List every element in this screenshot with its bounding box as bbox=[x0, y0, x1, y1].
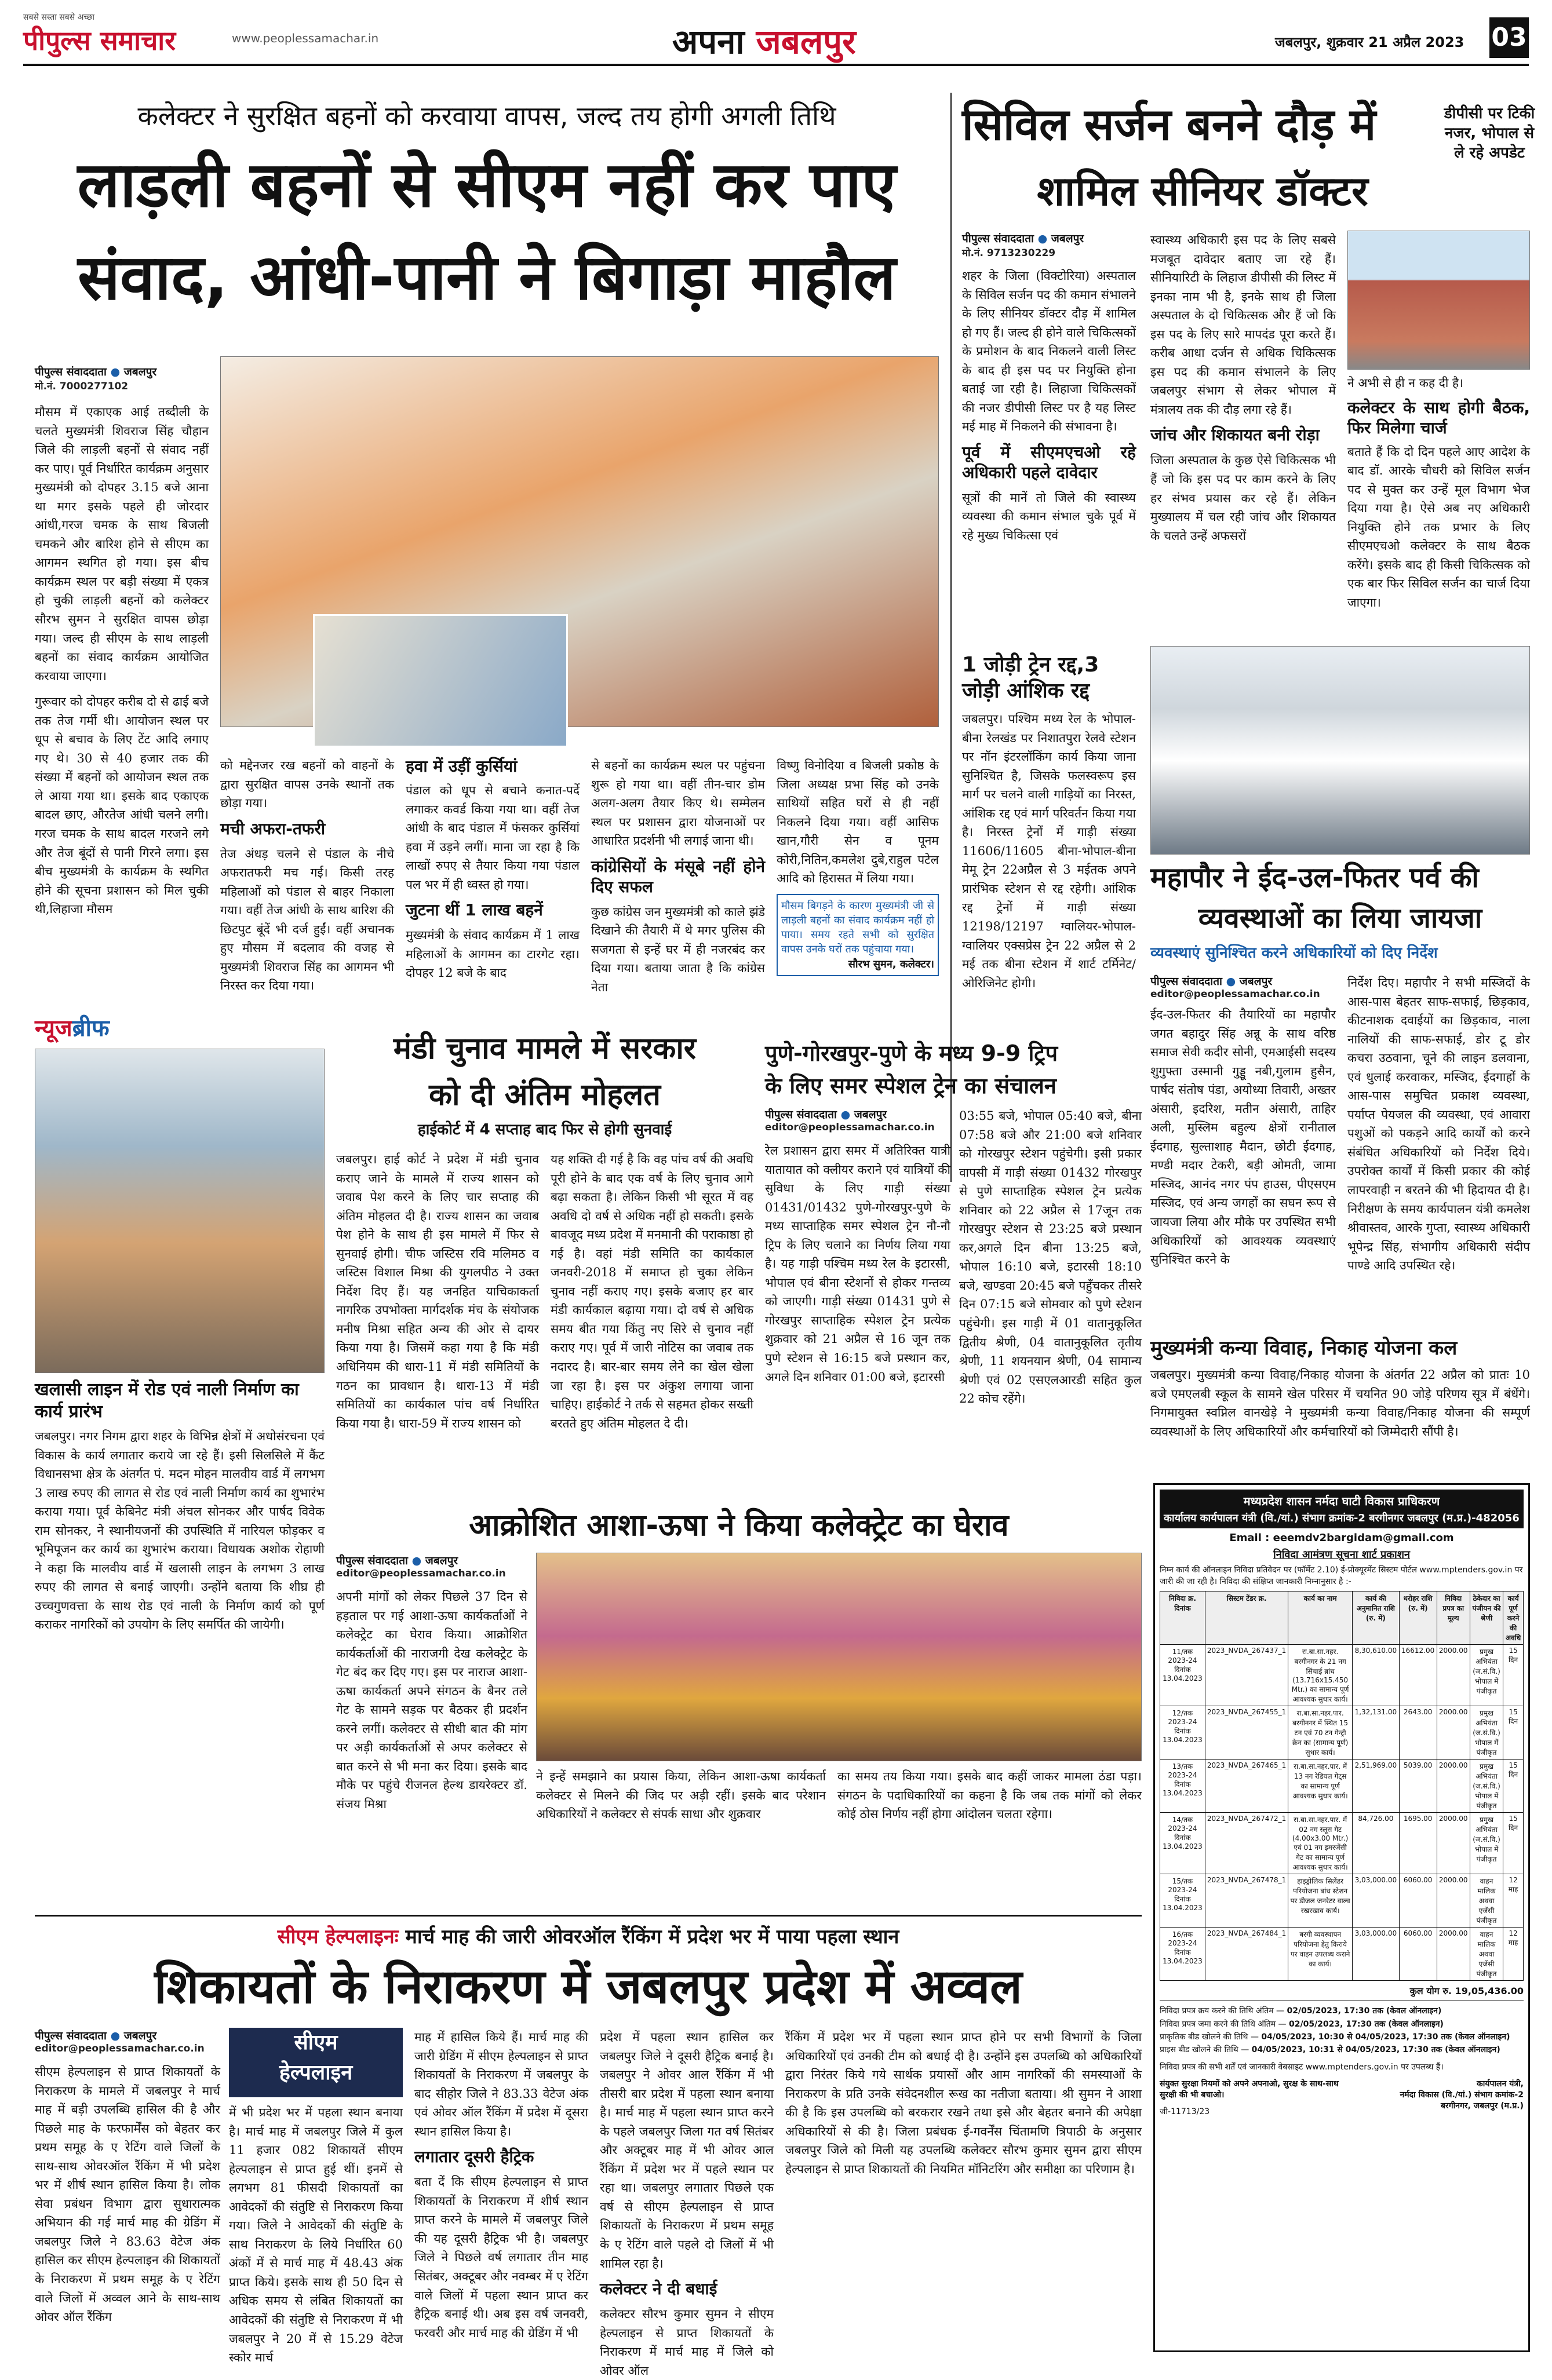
civil-col-3: ने अभी से ही न कह दी है। कलेक्टर के साथ होगी बैठक, फिर मिलेगा चार्ज बताते हैं कि दो दिन पहले आए आदेश के बाद डॉ. आरके चौधरी को सिविल सर्जन पद से मुक्त कर उन्हें मूल विभाग भेज दिया गया है। ऐसे अब नए अधिकारी नियुक्ति होने तक प्रभार के लिए सीएमएचओ कलेक्टर के साथ बैठक करेंगे। इसके बाद ही किसी चिकित्सक को एक बार फिर सिविल सर्जन का चार्ज दिया जाएगा। bbox=[1347, 376, 1530, 609]
tender-intro: निम्न कार्य की ऑनलाइन निविदा प्रतिवेदन पर (फॉर्मेट 2.10) ई-प्रोक्यूरमेंट सिस्टम पोर्टल www.mptenders.gov.in पर जारी की जा रही है। निविदा की संक्षिप्त जानकारी निम्नानुसार है :- bbox=[1160, 1565, 1523, 1586]
brand-logo: पीपुल्स समाचार bbox=[23, 25, 176, 56]
tender-col-header: निविदा क्र. दिनांक bbox=[1160, 1591, 1205, 1645]
tender-table bbox=[1160, 1591, 1524, 1981]
brief-body: जबलपुर। नगर निगम द्वारा शहर के विभिन्न क्षेत्रों में अधोसंरचना एवं विकास के कार्य लगातार कराये जा रहे हैं। इसी सिलसिले में कैंट विधानसभा क्षेत्र के अंतर्गत पं. मदन मोहन मालवीय वार्ड में लगभग 3 लाख रुपए की लागत से रोड एवं नाली निर्माण कार्य का शुभारंभ कराया गया। पूर्व केबिनेट मंत्री अंचल सोनकर और पार्षद विवेक राम सोनकर, ने स्थानीयजनों की उपस्थिति में नारियल फोड़कर व भूमिपूजन कर कार्य का शुभारंभ कराया। विधायक अशोक रोहाणी ने कहा कि मालवीय वार्ड में खलासी लाइन के लगभग 3 लाख रुपए की लागत से बनाई जाएगी। उन्होंने बताया कि शीघ्र ही उच्चगुणवत्ता के साथ रोड एवं नाली के निर्माण कार्य को पूर्ण कराकर नागरिकों को उपयोग के लिए समर्पित की जायेगी। bbox=[35, 1429, 325, 1632]
lead-byline-block: पीपुल्स संवाददाता ● जबलपुर मो.नं. 7000277102 bbox=[35, 364, 209, 399]
tender-total: कुल योग रु. 19,05,436.00 bbox=[1409, 1985, 1524, 1997]
masthead bbox=[23, 12, 1529, 81]
tender-row bbox=[1160, 1645, 1524, 1706]
eid-byline: पीपुल्स संवाददाता bbox=[1150, 975, 1222, 988]
tender-cell: 3,03,000.00 bbox=[1352, 1928, 1399, 1981]
tender-header: मध्यप्रदेश शासन नर्मदा घाटी विकास प्राधिकरण कार्यालय कार्यपालन यंत्री (वि./यां.) संभाग क्रमांक-2 बरगीनगर जबलपुर (म.प्र.)-482056 bbox=[1160, 1490, 1524, 1528]
tender-cell: 11/तक 2023-24 दिनांक 13.04.2023 bbox=[1160, 1645, 1205, 1706]
civil-byline-city: जबलपुर bbox=[1051, 232, 1084, 245]
tender-cell: 1,32,131.00 bbox=[1352, 1706, 1399, 1760]
tender-cell: 15/तक 2023-24 दिनांक 13.04.2023 bbox=[1160, 1874, 1205, 1928]
tender-notice bbox=[1153, 1483, 1530, 2352]
lead-headline-2: संवाद, आंधी-पानी ने बिगाड़ा माहौल bbox=[78, 242, 896, 314]
tender-cell: 6060.00 bbox=[1399, 1928, 1437, 1981]
lead-photo-exhibition-van bbox=[313, 614, 568, 747]
civil-byline: पीपुल्स संवाददाता bbox=[962, 232, 1034, 245]
right-column-divider bbox=[950, 93, 952, 1182]
kanya-headline: मुख्यमंत्री कन्या विवाह, निकाह योजना कल bbox=[1150, 1337, 1458, 1360]
lead-col-2: को मद्देनजर रख बहनों को वाहनों के द्वारा सुरक्षित वापस उनके स्थानों तक छोड़ा गया। मची अफरा-तफरी तेज अंधड़ चलने से पंडाल के नीचे अफरातफरी मच गई। किसी तरह महिलाओं को पंडाल से बाहर निकाला गया। वहीं तेज आंधी के साथ बारिश की छिटपुट बूंदें भी दर्ज हुईं। वहीं अचानक हुए मौसम में बदलाव की वजह से मुख्यमंत्री शिवराज सिंह का आगमन भी निरस्त कर दिया गया। bbox=[220, 758, 394, 993]
helpline-logo: सीएम हेल्पलाइन bbox=[229, 2028, 403, 2097]
tender-cell: 2643.00 bbox=[1399, 1706, 1437, 1760]
helpline-byline-city: जबलपुर bbox=[123, 2029, 157, 2042]
civil-headline-2: शामिल सीनियर डॉक्टर bbox=[1037, 167, 1368, 215]
tender-cell: 15 दिन bbox=[1503, 1706, 1524, 1760]
brief-photo-ceremony bbox=[35, 1049, 325, 1373]
asha-col-3: का समय तय किया गया। इसके बाद कहीं जाकर मामला ठंडा पड़ा। संगठन के पदाधिकारियों का कहना है कि जब तक मांगों को लेकर कोई ठोस निर्णय नहीं होगा आंदोलन चलता रहेगा। bbox=[837, 1769, 1142, 1821]
tender-cell: 1695.00 bbox=[1399, 1813, 1437, 1874]
asha-col-2: ने इन्हें समझाने का प्रयास किया, लेकिन आशा-ऊषा कार्यकर्ता कलेक्टर से मिलने की जिद पर अड़ी रहीं। इसके बाद परेशान अधिकारियों ने कलेक्टर से संपर्क साधा और शुक्रवार bbox=[536, 1769, 826, 1821]
tender-col-header: कार्य का नाम bbox=[1288, 1591, 1353, 1645]
kanya-body: जबलपुर। मुख्यमंत्री कन्या विवाह/निकाह योजना के अंतर्गत 22 अप्रैल को प्रातः 10 बजे एमएलबी स्कूल के सामने खेल परिसर में चयनित 90 जोड़े परिणय सूत्र में बंधेंगे। निगमायुक्त स्वप्निल वानखेड़े ने मुख्यमंत्री कन्या विवाह/निकाह योजना की सम्पूर्ण व्यवस्थाओं के लिए अधिकारियों और कर्मचारियों को जिम्मेदारी सौंपी है। bbox=[1150, 1368, 1530, 1439]
tender-cell: बरगी व्यवस्थापन परियोजना हेतु किराये पर वाहन उपलब्ध कराने का कार्य। bbox=[1288, 1928, 1353, 1981]
lead-col-4: से बहनों का कार्यक्रम स्थल पर पहुंचना शुरू हो गया था। वहीं तीन-चार डोम अलग-अलग तैयार किए थे। सम्मेलन स्थल पर प्रशासन द्वारा योजनाओं पर आधारित प्रदर्शनी भी लगाई जाना थी। कांग्रेसियों के मंसूबे नहीं होने दिए सफल कुछ कांग्रेस जन मुख्यमंत्री को काले झंडे दिखाने की तैयारी में थे मगर पुलिस की सजगता से इन्हें घर में ही नजरबंद कर दिया गया। बताया जाता है कि कांग्रेस नेता bbox=[591, 758, 765, 994]
tender-signoff: संयुक्त सुरक्षा नियमों को अपने अपनाओ, सुरक्ष के साथ-साथ सुरक्षी की भी बचाओ। जी-11713/23 कार्यपालन यंत्री, नर्मदा विकास (वि./यां.) संभाग क्रमांक-2 बरगीनगर, जबलपुर (म.प्र.) bbox=[1160, 2079, 1524, 2116]
asha-headline: आक्रोशित आशा-ऊषा ने किया कलेक्ट्रेट का घेराव bbox=[469, 1508, 1009, 1543]
tender-dates: निविदा प्रपत्र क्रय करने की तिथि अंतिम — 02/05/2023, 17:30 तक (केवल ऑनलाइन) निविदा प्रपत्र जमा करने की तिथि अंतिम — 02/05/2023, 17:30 तक (केवल ऑनलाइन) प्राकृतिक बीड खोलने की तिथि — 04/05/2023, 10:30 से 04/05/2023, 17:30 तक (केवल ऑनलाइन) प्राइस बीड खोलने की तिथि — 04/05/2023, 10:31 से 04/05/2023, 17:30 तक (केवल ऑनलाइन) bbox=[1160, 2001, 1524, 2057]
tender-cell: रा.बा.सा.नहर. बरगीनगर के 21 नग सिंचाई ब्रांच (13.716x15.450 Mtr.) का सामान्य पूर्ण आवश्यक सुधार कार्य। bbox=[1288, 1645, 1353, 1706]
tender-cell: 2023_NVDA_267455_1 bbox=[1205, 1706, 1288, 1760]
tender-cell: 2023_NVDA_267465_1 bbox=[1205, 1760, 1288, 1813]
asha-email[interactable]: editor@peoplessamachar.co.in bbox=[336, 1568, 506, 1579]
tender-cell: 8,30,610.00 bbox=[1352, 1645, 1399, 1706]
eid-headline-2: व्यवस्थाओं का लिया जायजा bbox=[1198, 902, 1482, 935]
civil-phone: मो.नं. 9713230229 bbox=[962, 247, 1056, 259]
brief-box bbox=[35, 1379, 325, 1686]
mandi-deck: हाईकोर्ट में 4 सप्ताह बाद फिर से होगी सुनवाई bbox=[417, 1121, 672, 1138]
mandi-col-2: यह शक्ति दी गई है कि वह पांच वर्ष की अवधि पूरी होने के बाद एक वर्ष के लिए चुनाव आगे बढ़ा सकता है। लेकिन किसी भी सूरत में वह अवधि दो वर्ष से अधिक नहीं हो सकती। इसके बावजूद मध्य प्रदेश में मनमानी की पराकाष्ठा हो गई है। वहां मंडी समिति का कार्यकाल जनवरी-2018 में समाप्त हो चुका लेकिन चुनाव नहीं कराए गए। इसके बजाए हर बार मंडी कार्यकाल बढ़ाया गया। दो वर्ष से अधिक समय बीत गया किंतु नए सिरे से चुनाव नहीं कराए गए। पूर्व में जारी नोटिस का जवाब तक नदारद है। बार-बार समय लेने का खेल खेला जा रहा है। इस पर अंकुश लगाया जाना चाहिए। हाईकोर्ट ने तर्क से सहमत होकर सख्ती बरतते हुए अंतिम मोहलत दे दी। bbox=[551, 1152, 753, 1430]
asha-byline-block: पीपुल्स संवाददाता ● जबलपुर editor@peoplessamachar.co.in bbox=[336, 1553, 527, 1582]
tender-cell: 12 माह bbox=[1503, 1874, 1524, 1928]
helpline-col-5: रैंकिंग में प्रदेश भर में पहला स्थान प्राप्त होने पर सभी विभागों के जिला अधिकारियों एवं उनकी टीम को बधाई दी है। उन्होंने इस उपलब्धि को अधिकारियों द्वारा निरंतर किये गये सार्थक प्रयासों और आम नागरिकों की समस्याओं के निराकरण के प्रति उनके संवेदनशील रूख का नतीजा बताया। श्री सुमन ने आशा की है कि इस उपलब्धि को बरकरार रखने तथा इसे और बेहतर बनाने की अपेक्षा अधिकारियों से की है। जिला प्रबंधक ई-गवर्नेंस चिंतामणि त्रिपाठी के अनुसार जबलपुर जिले को मिली यह उपलब्धि कलेक्टर सौरभ कुमार सुमन द्वारा सीएम हेल्पलाइन से प्राप्त शिकायतों की नियमित मॉनिटरिंग और समीक्षा का परिणाम है। bbox=[785, 2030, 1142, 2176]
section-prefix: अपना bbox=[672, 22, 745, 61]
helpline-col-1: सीएम हेल्पलाइन से प्राप्त शिकायतों के निराकरण के मामले में जबलपुर ने मार्च माह में बड़ी उपलब्धि हासिल की है और पिछले माह के फरफार्मेंस को बेहतर कर प्रथम समूह के ए रेटिंग वाले जिलों के साथ-साथ ओवरऑल रैंकिंग में भी प्रदेश भर में शीर्ष स्थान हासिल किया है। लोक सेवा प्रबंधन विभाग द्वारा सुधारात्मक अभियान की गई मार्च माह की ग्रेडिंग में जबलपुर जिले ने 83.63 वेटेज अंक हासिल कर सीएम हेल्पलाइन की शिकायतों के निराकरण में प्रथम समूह के ए रेटिंग वाले जिलों में अव्वल आने के साथ-साथ ओवर ऑल रैंकिंग bbox=[35, 2065, 220, 2324]
news-brief-label: न्यूजब्रीफ bbox=[35, 1015, 110, 1042]
tender-col-header: कार्य पूर्ण करने की अवधि bbox=[1503, 1591, 1524, 1645]
lead-kicker: कलेक्टर ने सुरक्षित बहनों को करवाया वापस, जल्द तय होगी अगली तिथि bbox=[137, 100, 836, 132]
tender-cell: 15 दिन bbox=[1503, 1760, 1524, 1813]
helpline-email[interactable]: editor@peoplessamachar.co.in bbox=[35, 2043, 205, 2054]
train2-col-2: 03:55 बजे, भोपाल 05:40 बजे, बीना 07:58 बजे और 21:00 बजे शनिवार को गोरखपुर स्टेशन पहुंचेगी। इसी प्रकार वापसी में गाड़ी संख्या 01432 गोरखपुर से पुणे साप्ताहिक स्पेशल ट्रेन प्रत्येक शनिवार को 22 अप्रैल से 17जून तक गोरखपुर स्टेशन से 23:25 बजे प्रस्थान कर,अगले दिन बीना 13:25 बजे, भोपाल 16:10 बजे, इटारसी 18:10 बजे, खण्डवा 20:45 बजे पहुँचकर तीसरे दिन 07:15 बजे सोमवार को पुणे स्टेशन पहुंचेगी। इस गाड़ी में 01 वातानुकूलित द्वितीय श्रेणी, 04 वातानुकूलित तृतीय श्रेणी, 11 शयनयान श्रेणी, 04 सामान्य श्रेणी एवं 02 एसएलआरडी सहित कुल 22 कोच रहेंगे। bbox=[959, 1109, 1142, 1406]
eid-headline-1: महापौर ने ईद-उल-फितर पर्व की bbox=[1150, 862, 1479, 894]
civil-side-deck: डीपीसी पर टिकी नजर, भोपाल से ले रहे अपडेट bbox=[1444, 105, 1535, 162]
helpline-headline: शिकायतों के निराकरण में जबलपुर प्रदेश में अव्वल bbox=[154, 1959, 1022, 2014]
tender-cell: 13/तक 2023-24 दिनांक 13.04.2023 bbox=[1160, 1760, 1205, 1813]
lead-col-1: मौसम में एकाएक आई तब्दीली के चलते मुख्यमंत्री शिवराज सिंह चौहान जिले की लाड़ली बहनों से संवाद नहीं कर पाए। पूर्व निर्धारित कार्यक्रम अनुसार मुख्यमंत्री को दोपहर 3.15 बजे आना था मगर इसके पहले ही जोरदार आंधी,गरज चमक के साथ बिजली चमकने और बारिश होने से सीएम का आगमन स्थगित हो गया। इस बीच कार्यक्रम स्थल पर बड़ी संख्या में एकत्र हो चुकी लाड़ली बहनों को कलेक्टर सौरभ सुमन ने सुरक्षित वापस छोड़ा गया। जल्द ही सीएम के साथ लाड़ली बहनों का संवाद कार्यक्रम आयोजित करवाया जाएगा। गुरूवार को दोपहर करीब दो से ढाई बजे तक तेज गर्मी थी। आयोजन स्थल पर धूप से बचाव के लिए टेंट आदि लगाए गए थे। 30 से 40 हजार तक की संख्या में बहनों को आयोजन स्थल तक ले आया गया था। इसके बाद एकाएक बादल छाए, औरतेज आंधी चलने लगी। गरज चमक के साथ बादल गरजने लगे और तेज बूंदों से पानी गिरने लगा। इस बीच मुख्यमंत्री के कार्यक्रम के स्थगित होने की सूचना प्रशासन को मिल चुकी थी,लिहाजा मौसम bbox=[35, 405, 209, 917]
civil-col-2: स्वास्थ्य अधिकारी इस पद के लिए सबसे मजबूत दावेदार बताए जा रहे हैं। सीनियारिटी के लिहाज डीपीसी की लिस्ट में इनका नाम भी है, इनके साथ ही जिला अस्पताल के दो चिकित्सक और हैं जो कि इस पद के लिए सारे मापदंड पूरा करते हैं। करीब आधा दर्जन से अधिक चिकित्सक इस पद की कमान संभालने के लिए जबलपुर संभाग से लेकर भोपाल में मंत्रालय तक की दौड़ लगा रहे हैं। जांच और शिकायत बनी रोड़ा जिला अस्पताल के कुछ ऐसे चिकित्सक भी हैं जो कि इस पद पर काम करने के लिए हर संभव प्रयास कर रहे हैं। लेकिन मुख्यालय में चल रही जांच और शिकायत के चलते उन्हें अफसरों bbox=[1150, 233, 1336, 543]
tender-cell: हाइड्रोलिक सिलेंडर परियोजना बांध स्टेशन पर डीजल जनरेटर वाल्व रखरखाव कार्य। bbox=[1288, 1874, 1353, 1928]
tender-cell: 2,51,969.00 bbox=[1352, 1760, 1399, 1813]
tender-cell: 2023_NVDA_267484_1 bbox=[1205, 1928, 1288, 1981]
civil-headline-1: सिविल सर्जन बनने दौड़ में bbox=[962, 98, 1376, 150]
asha-col-1: अपनी मांगों को लेकर पिछले 37 दिन से हड़ताल पर गई आशा-ऊषा कार्यकर्ताओं ने कलेक्ट्रेट का घेराव किया। आक्रोशित कार्यकर्ताओं की नाराजगी देख कलेक्ट्रेट के गेट बंद कर दिए गए। इस पर नाराज आशा-ऊषा कार्यकर्ता अपने संगठन के बैनर तले गेट के सामने सड़क पर बैठकर ही प्रदर्शन करने लगीं। कलेक्टर से सीधी बात की मांग पर अड़ी कार्यकर्ताओं से अपर कलेक्टर से बात करने से भी मना कर दिया। इसके बाद मौके पर पहुंचे रीजनल हेल्थ डायरेक्टर डॉ. संजय मिश्रा bbox=[336, 1590, 527, 1812]
tender-col-header: निविदा प्रपत्र का मूल्य bbox=[1437, 1591, 1470, 1645]
lead-byline-city: जबलपुर bbox=[123, 366, 157, 378]
tender-cell: 15 दिन bbox=[1503, 1645, 1524, 1706]
tender-row bbox=[1160, 1706, 1524, 1760]
tender-cell: 12 माह bbox=[1503, 1928, 1524, 1981]
tender-cell: 2000.00 bbox=[1437, 1928, 1470, 1981]
civil-byline-block: पीपुल्स संवाददाता ● जबलपुर मो.नं. 9713230229 bbox=[962, 231, 1159, 260]
asha-photo-protest bbox=[536, 1553, 1142, 1761]
train1-headline: 1 जोड़ी ट्रेन रद्द,3 जोड़ी आंशिक रद्द bbox=[962, 653, 1099, 703]
helpline-kicker: सीएम हेल्पलाइनः मार्च माह की जारी ओवरऑल रैंकिंग में प्रदेश भर में पाया पहला स्थान bbox=[277, 1925, 899, 1948]
eid-byline-block: पीपुल्स संवाददाता ● जबलपुर editor@peoplessamachar.co.in bbox=[1150, 973, 1336, 1002]
train2-byline-block: पीपुल्स संवाददाता ● जबलपुर editor@peoplessamachar.co.in bbox=[765, 1107, 950, 1136]
section-title bbox=[672, 17, 856, 63]
tender-cell: 2000.00 bbox=[1437, 1874, 1470, 1928]
eid-col-2: निर्देश दिए। महापौर ने सभी मस्जिदों के आस-पास बेहतर साफ-सफाई, छिड़काव, कीटनाशक दवाईयों का छिड़काव, नाला नालियों की साफ-सफाई, डोर टू डोर कचरा उठवाना, चूने की लाइन डलवाना, एवं धुलाई करवाकर, मस्जिद, ईदगाहों के आस-पास समुचित प्रकाश व्यवस्था, पर्याप्त पेयजल की व्यवस्था, एवं आवारा पशुओं को पकड़ने आदि कार्यों को करने संबंधित अधिकारियों को निर्देश दिये। उपरोक्त कार्यों में किसी प्रकार की कोई लापरवाही न बरतने की भी हिदायत दी है। निरीक्षण के समय कार्यपालन यंत्री कमलेश श्रीवास्तव, आरके गुप्ता, स्वास्थ्य अधिकारी भूपेन्द्र सिंह, संभागीय अधिकारी संदीप पाण्डे आदि उपस्थित रहे। bbox=[1347, 976, 1530, 1273]
lead-phone: मो.नं. 7000277102 bbox=[35, 381, 129, 392]
tender-cell: प्रमुख अभियंता (ज.सं.वि.) भोपाल में पंजीकृत bbox=[1470, 1645, 1503, 1706]
tender-col-header: धरोहर राशि (रु. में) bbox=[1399, 1591, 1437, 1645]
lead-byline: पीपुल्स संवाददाता bbox=[35, 366, 107, 378]
masthead-rule bbox=[23, 64, 1529, 66]
tender-cell: रा.बा.सा.नहर.पार. में 02 नग स्लूस गेट (4.00x3.00 Mtr.) एवं 01 नग इमरजेंसी गेट का सामान्य पूर्ण आवश्यक सुधार कार्य। bbox=[1288, 1813, 1353, 1874]
brand-tagline: सबसे सस्ता सबसे अच्छा bbox=[23, 13, 94, 22]
train2-byline: पीपुल्स संवाददाता bbox=[765, 1108, 837, 1121]
tender-cell: 2023_NVDA_267472_1 bbox=[1205, 1813, 1288, 1874]
section-city: जबलपुर bbox=[756, 22, 856, 61]
tender-row bbox=[1160, 1813, 1524, 1874]
helpline-byline: पीपुल्स संवाददाता bbox=[35, 2029, 107, 2042]
tender-col-header: ठेकेदार का पंजीयन की श्रेणी bbox=[1470, 1591, 1503, 1645]
tender-cell: 2000.00 bbox=[1437, 1706, 1470, 1760]
tender-footer-note: निविदा प्रपत्र की सभी शर्तें एवं जानकारी वेबसाइट www.mptenders.gov.in पर उपलब्ध हैं। bbox=[1160, 2062, 1444, 2072]
tender-email[interactable]: Email : eeemdv2bargidam@gmail.com bbox=[1229, 1532, 1454, 1544]
civil-col-1: शहर के जिला (विक्टोरिया) अस्पताल के सिविल सर्जन पद की कमान संभालने के लिए सीनियर डॉक्टर दौड़ में शामिल हो गए हैं। जल्द ही होने वाले चिकित्सकों के प्रमोशन के बाद निकलने वाली लिस्ट के बाद ही इस पद पर नियुक्ति होना बताई जा रही है। लिहाजा चिकित्सकों की नजर डीपीसी लिस्ट पर है यह लिस्ट मई माह में निकलने की संभावना है। पूर्व में सीएमएचओ रहे अधिकारी पहले दावेदार सूत्रों की मानें तो जिले की स्वास्थ्य व्यवस्था की कमान संभाल चुके पूर्व में रहे मुख्य चिकित्सा एवं bbox=[962, 269, 1136, 543]
tender-cell: 16612.00 bbox=[1399, 1645, 1437, 1706]
civil-photo-hospital bbox=[1347, 231, 1530, 370]
tender-row bbox=[1160, 1760, 1524, 1813]
tender-cell: वाहन मालिक अथवा एजेंसी पंजीकृत bbox=[1470, 1928, 1503, 1981]
tender-col-header: सिस्टम टेंडर क्र. bbox=[1205, 1591, 1288, 1645]
tender-row bbox=[1160, 1874, 1524, 1928]
tender-cell: 2023_NVDA_267437_1 bbox=[1205, 1645, 1288, 1706]
tender-cell: प्रमुख अभियंता (ज.सं.वि.) भोपाल में पंजीकृत bbox=[1470, 1760, 1503, 1813]
eid-col-1: ईद-उल-फितर की तैयारियों का महापौर जगत बहादुर सिंह अन्नू के साथ वरिष्ठ समाज सेवी कदीर सोनी, एमआईसी सदस्य शुगुफ्ता उस्मानी गुड्डू नबी,गुलाम हुसैन, पार्षद संतोष पंडा, अयोध्या तिवारी, अख्तर अंसारी, इदरिश, मतीन अंसारी, ताहिर अली, मुस्लिम बहुल्य क्षेत्रों रानीताल ईदगाह, सुल्ताशाह मैदान, छोटी ईदगाह, मण्डी मदार टेकरी, बड़ी ओमती, जामा मस्जिद, आनंद नगर पंप हाउस, पीएसएम मस्जिद, एवं अन्य जगहों का सघन रूप से जायजा लिया और मौके पर उपस्थित सभी अधिकारियों को आवश्यक व्यवस्थाएं सुनिश्चित करने के bbox=[1150, 1008, 1336, 1267]
tender-cell: रा.बा.सा.नहर.पार. बरगीनगर में स्थित 15 टन एवं 70 टन गेन्ट्री क्रेन का (सामान्य पूर्ण) सुधार कार्य। bbox=[1288, 1706, 1353, 1760]
asha-byline: पीपुल्स संवाददाता bbox=[336, 1554, 408, 1567]
tender-row bbox=[1160, 1928, 1524, 1981]
tender-cell: 2023_NVDA_267478_1 bbox=[1205, 1874, 1288, 1928]
lead-headline-1: लाड़ली बहनों से सीएम नहीं कर पाए bbox=[77, 149, 897, 221]
tender-cell: 5039.00 bbox=[1399, 1760, 1437, 1813]
mandi-headline-1: मंडी चुनाव मामले में सरकार bbox=[393, 1031, 697, 1066]
eid-photo bbox=[1150, 646, 1530, 855]
helpline-byline-block: पीपुल्स संवाददाता ● जबलपुर editor@peoplessamachar.co.in bbox=[35, 2028, 220, 2057]
tender-cell: प्रमुख अभियंता (ज.सं.वि.) भोपाल में पंजीकृत bbox=[1470, 1813, 1503, 1874]
tender-cell: 2000.00 bbox=[1437, 1813, 1470, 1874]
eid-deck: व्यवस्थाएं सुनिश्चित करने अधिकारियों को दिए निर्देश bbox=[1150, 944, 1438, 962]
tender-cell: 84,726.00 bbox=[1352, 1813, 1399, 1874]
mandi-headline-2: को दी अंतिम मोहलत bbox=[429, 1078, 661, 1112]
tender-cell: रा.बा.सा.नहर.पार. में 13 नग रेडियल गेट्स का सामान्य पूर्ण आवश्यक सुधार कार्य। bbox=[1288, 1760, 1353, 1813]
tender-cell: 3,03,000.00 bbox=[1352, 1874, 1399, 1928]
lead-quote: मौसम बिगड़ने के कारण मुख्यमंत्री जी से लाड़ली बहनों का संवाद कार्यक्रम नहीं हो पाया। समय रहते सभी को सुरक्षित वापस उनके घरों तक पहुंचाया गया। सौरभ सुमन, कलेक्टर। bbox=[777, 894, 939, 976]
brief-headline: खलासी लाइन में रोड एवं नाली निर्माण का कार्य प्रारंभ bbox=[35, 1379, 299, 1422]
tender-cell: प्रमुख अभियंता (ज.सं.वि.) भोपाल में पंजीकृत bbox=[1470, 1706, 1503, 1760]
kanya-box bbox=[1150, 1335, 1530, 1474]
tender-cell: 6060.00 bbox=[1399, 1874, 1437, 1928]
asha-byline-city: जबलपुर bbox=[425, 1554, 458, 1567]
helpline-col-2: में भी प्रदेश भर में पहला स्थान बनाया है। मार्च माह में जबलपुर जिले में कुल 11 हजार 082 शिकायतें सीएम हेल्पलाइन से प्राप्त हुई थीं। इनमें से लगभग 81 फीसदी शिकायतों का आवेदकों की संतुष्टि से निराकरण किया गया। जिले ने आवेदकों की संतुष्टि के साथ निराकरण के लिये निर्धारित 60 अंकों में से मार्च माह में 48.43 अंक प्राप्त किये। इसके साथ ही 50 दिन से अधिक समय से लंबित शिकायतों का आवेदकों की संतुष्टि से निराकरण में भी जबलपुर ने 20 में से 15.29 वेटेज स्कोर मार्च bbox=[229, 2105, 403, 2365]
dateline: जबलपुर, शुक्रवार 21 अप्रैल 2023 bbox=[1275, 34, 1464, 50]
train2-email[interactable]: editor@peoplessamachar.co.in bbox=[765, 1122, 935, 1133]
tender-cell: 2000.00 bbox=[1437, 1760, 1470, 1813]
eid-byline-city: जबलपुर bbox=[1239, 975, 1273, 988]
tender-cell: 12/तक 2023-24 दिनांक 13.04.2023 bbox=[1160, 1706, 1205, 1760]
mandi-col-1: जबलपुर। हाई कोर्ट ने प्रदेश में मंडी चुनाव कराए जाने के मामले में राज्य शासन को जवाब पेश करने के लिए चार सप्ताह की अंतिम मोहलत दी है। राज्य शासन का जवाब पेश होने के साथ ही इस मामले में फिर से सुनवाई होगी। चीफ जस्टिस रवि मलिमठ व जस्टिस विशाल मिश्रा की युगलपीठ ने उक्त निर्देश दिए हैं। यह जनहित याचिकाकर्ता नागरिक उपभोक्ता मार्गदर्शक मंच के संयोजक मनीष मिश्रा सहित अन्य की ओर से दायर किया गया है। जिसमें कहा गया है कि मंडी अधिनियम की धारा-11 में मंडी समितियों के गठन का प्रावधान है। धारा-13 में मंडी समितियों का कार्यकाल पांच वर्ष निर्धारित किया गया है। धारा-59 में राज्य शासन को bbox=[336, 1152, 539, 1430]
tender-cell: 16/तक 2023-24 दिनांक 13.04.2023 bbox=[1160, 1928, 1205, 1981]
page-number: 03 bbox=[1489, 17, 1529, 58]
helpline-col-4: प्रदेश में पहला स्थान हासिल कर जबलपुर जिले ने दूसरी हैट्रिक बनाई है। जबलपुर ने ओवर आल रैंकिंग में भी तीसरी बार प्रदेश में पहला स्थान बनाया है। मार्च माह में पहला स्थान प्राप्त करने के पहले जबलपुर जिला गत वर्ष सितंबर और अक्टूबर माह में भी ओवर आल रैंकिंग में प्रदेश भर में पहले स्थान पर रहा था। जबलपुर लगातार पिछले एक वर्ष से सीएम हेल्पलाइन से प्राप्त शिकायतों के निराकरण में प्रथम समूह के ए रेटिंग वाले पहले दो जिलों में भी शामिल रहा है। कलेक्टर ने दी बधाई कलेक्टर सौरभ कुमार सुमन ने सीएम हेल्पलाइन से प्राप्त शिकायतों के निराकरण में मार्च माह में जिले को ओवर ऑल bbox=[600, 2030, 774, 2378]
tender-cell: 2000.00 bbox=[1437, 1645, 1470, 1706]
tender-col-header: कार्य की अनुमानित राशि (रु. में) bbox=[1352, 1591, 1399, 1645]
train2-headline-2: के लिए समर स्पेशल ट्रेन का संचालन bbox=[765, 1073, 1056, 1098]
eid-email[interactable]: editor@peoplessamachar.co.in bbox=[1150, 988, 1320, 1000]
tender-notice-title: निविदा आमंत्रण सूचना शार्ट प्रकाशन bbox=[1273, 1549, 1410, 1561]
tender-cell: 14/तक 2023-24 दिनांक 13.04.2023 bbox=[1160, 1813, 1205, 1874]
tender-cell: वाहन मालिक अथवा एजेंसी पंजीकृत bbox=[1470, 1874, 1503, 1928]
tender-cell: 15 दिन bbox=[1503, 1813, 1524, 1874]
helpline-rule bbox=[35, 1915, 1142, 1917]
site-url[interactable]: www.peoplessamachar.in bbox=[232, 31, 379, 45]
train2-col-1: रेल प्रशासन द्वारा समर में अतिरिक्त यात्री यातायात को क्लीयर कराने एवं यात्रियों की सुविधा के लिए गाड़ी संख्या 01431/01432 पुणे-गोरखपुर-पुणे के मध्य साप्ताहिक समर स्पेशल ट्रेन नौ-नौ ट्रिप के लिए चलाने का निर्णय लिया गया है। यह गाड़ी पश्चिम मध्य रेल के इटारसी, भोपाल एवं बीना स्टेशनों से होकर गन्तव्य को जाएगी। गाड़ी संख्या 01431 पुणे से गोरखपुर साप्ताहिक स्पेशल ट्रेन प्रत्येक शुक्रवार को 21 अप्रैल से 16 जून तक पुणे स्टेशन से 16:15 बजे प्रस्थान कर, अगले दिन शनिवार 01:00 बजे, इटारसी bbox=[765, 1144, 950, 1384]
helpline-col-3: माह में हासिल किये हैं। मार्च माह की जारी ग्रेडिंग में सीएम हेल्पलाइन से प्राप्त शिकायतों के निराकरण में जबलपुर के बाद सीहोर जिले ने 83.33 वेटेज अंक एवं ओवर ऑल रैंकिंग में प्रदेश में दूसरा स्थान हासिल किया है। लगातार दूसरी हैट्रिक बता दें कि सीएम हेल्पलाइन से प्राप्त शिकायतों के निराकरण में शीर्ष स्थान प्राप्त करने के मामले में जबलपुर जिले की यह दूसरी हैट्रिक भी है। जबलपुर जिले ने पिछले वर्ष लगातार तीन माह सितंबर, अक्टूबर और नवम्बर में ए रेटिंग वाले जिलों में पहला स्थान प्राप्त कर हैट्रिक बनाई थी। अब इस वर्ष जनवरी, फरवरी और मार्च माह की ग्रेडिंग में भी bbox=[414, 2030, 588, 2340]
train1-body: जबलपुर। पश्चिम मध्य रेल के भोपाल-बीना रेलखंड पर निशातपुरा रेलवे स्टेशन पर नॉन इंटरलॉकिंग कार्य किया जाना सुनिश्चित है, जिसके फलस्वरूप इस मार्ग पर चलने वाली गाड़ियों का निरस्त, आंशिक रद्द एवं मार्ग परिवर्तन किया गया है। निरस्त ट्रेनों में गाड़ी संख्या 11606/11605 बीना-भोपाल-बीना मेमू ट्रेन 22अप्रैल से 3 मईतक अपने प्रारंभिक स्टेशन से रद्द रहेगी। आंशिक रद्द ट्रेनों में गाड़ी संख्या 12198/12197 ग्वालियर-भोपाल-ग्वालियर एक्सप्रेस ट्रेन 22 अप्रैल से 2 मई तक बीना स्टेशन में शार्ट टर्मिनेट/ओरिजिनेट होगी। bbox=[962, 712, 1136, 990]
train1-box bbox=[962, 652, 1136, 990]
train2-byline-city: जबलपुर bbox=[854, 1108, 887, 1121]
lead-col-3: हवा में उड़ीं कुर्सियां पंडाल को धूप से बचाने कनात-पर्दे लगाकर कवर्ड किया गया था। वहीं तेज आंधी के बाद पंडाल में फंसकर कुर्सियां हवा में उड़ने लगीं। माना जा रहा है कि लाखों रुपए से तैयार किया गया पंडाल पल भर में ही ध्वस्त हो गया। जुटना थीं 1 लाख बहनें मुख्यमंत्री के संवाद कार्यक्रम में 1 लाख महिलाओं के आगमन का टारगेट रहा। दोपहर 12 बजे के बाद bbox=[406, 757, 580, 980]
lead-col-5: विष्णु विनोदिया व बिजली प्रकोष्ठ के जिला अध्यक्ष प्रभा सिंह को उनके साथियों सहित घरों से ही नहीं निकलने दिया गया। वहीं आसिफ खान,गौरी सेन व पूनम कोरी,नितिन,कमलेश दुबे,राहुल पटेल आदि को हिरासत में लिया गया। मौसम बिगड़ने के कारण मुख्यमंत्री जी से लाड़ली बहनों का संवाद कार्यक्रम नहीं हो पाया। समय रहते सभी को सुरक्षित वापस उनके घरों तक पहुंचाया गया। सौरभ सुमन, कलेक्टर। bbox=[777, 756, 939, 999]
train2-headline-1: पुणे-गोरखपुर-पुणे के मध्य 9-9 ट्रिप bbox=[765, 1041, 1058, 1066]
